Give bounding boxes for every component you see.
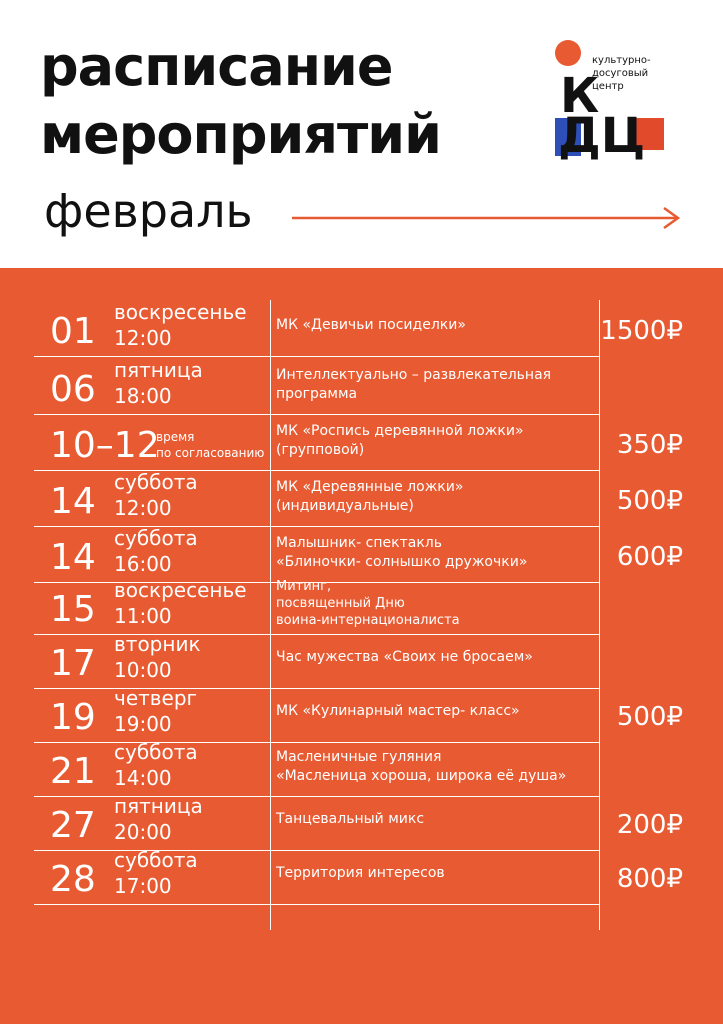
table-row [0, 794, 723, 848]
event-day: 27 [50, 805, 96, 846]
event-title-line: «Масленица хороша, широка её душа» [276, 768, 567, 784]
event-price: 350₽ [616, 430, 683, 460]
event-weekday: суббота [114, 470, 198, 494]
row-divider [34, 356, 599, 357]
svg-text:ДЦ: ДЦ [558, 108, 646, 160]
table-row [0, 740, 723, 794]
event-price: 500₽ [616, 702, 683, 732]
event-title [276, 748, 566, 786]
event-title-line: программа [276, 386, 358, 402]
event-title [276, 648, 533, 667]
event-time: 14:00 [114, 766, 172, 790]
event-weekday: воскресенье [114, 300, 247, 324]
event-price: 1500₽ [600, 316, 683, 346]
logo-caption-line1: культурно- [592, 55, 651, 66]
event-title-line: воина-интернационалиста [276, 613, 460, 628]
table-row [0, 414, 723, 468]
event-day: 17 [50, 643, 96, 684]
event-title-line: МК «Кулинарный мастер- класс» [276, 703, 520, 719]
event-day: 21 [50, 751, 96, 792]
event-day: 06 [50, 369, 96, 410]
event-title [276, 366, 551, 404]
header [0, 0, 723, 268]
event-title-line: Час мужества «Своих не бросаем» [276, 649, 533, 665]
event-weekday: вторник [114, 632, 201, 656]
event-day: 01 [50, 311, 96, 352]
event-title-line: МК «Девичьи посиделки» [276, 317, 466, 333]
event-title-line: Интеллектуально – развлекательная [276, 367, 552, 383]
table-row [0, 632, 723, 686]
event-title-line: Территория интересов [276, 865, 445, 881]
event-title-line: Масленичные гуляния [276, 749, 442, 765]
event-title-line: (групповой) [276, 442, 365, 458]
table-row [0, 848, 723, 902]
row-divider [34, 904, 599, 905]
event-time: 16:00 [114, 552, 172, 576]
event-title-line: Митинг, [276, 579, 332, 594]
event-title-line: (индивидуальные) [276, 498, 414, 514]
logo-caption-line3: центр [592, 81, 624, 92]
event-title [276, 810, 424, 829]
event-price: 600₽ [616, 542, 683, 572]
event-weekday: время [156, 430, 195, 444]
table-row [0, 526, 723, 580]
event-day: 28 [50, 859, 96, 900]
table-row [0, 686, 723, 740]
svg-text:К: К [560, 68, 600, 124]
event-title-line: МК «Роспись деревянной ложки» [276, 423, 524, 439]
table-row [0, 578, 723, 632]
event-title [276, 578, 460, 629]
event-day: 14 [50, 481, 96, 522]
event-weekday: воскресенье [114, 578, 247, 602]
event-weekday: четверг [114, 686, 198, 710]
event-title [276, 316, 466, 335]
event-title [276, 422, 524, 460]
event-time: 10:00 [114, 658, 172, 682]
arrow-right-icon [292, 206, 682, 230]
table-row [0, 470, 723, 524]
event-time: 12:00 [114, 496, 172, 520]
event-title-line: Танцевальный микс [276, 811, 425, 827]
event-title [276, 534, 527, 572]
event-title [276, 864, 445, 883]
event-time: по согласованию [156, 446, 265, 460]
event-day: 14 [50, 537, 96, 578]
page-title-line1: расписание [40, 35, 393, 98]
logo-caption-line2: досуговый [592, 68, 649, 79]
page-title-line2: мероприятий [40, 103, 441, 166]
table-row [0, 300, 723, 354]
event-day: 15 [50, 589, 96, 630]
event-time: 11:00 [114, 604, 172, 628]
event-weekday: суббота [114, 526, 198, 550]
event-title [276, 702, 520, 721]
event-weekday: суббота [114, 740, 198, 764]
event-title [276, 478, 463, 516]
event-time: 17:00 [114, 874, 172, 898]
month-label: февраль [44, 184, 253, 238]
event-weekday: пятница [114, 794, 203, 818]
table-row [0, 358, 723, 412]
event-title-line: «Блиночки- солнышко дружочки» [276, 554, 528, 570]
event-time: 12:00 [114, 326, 172, 350]
event-weekday: суббота [114, 848, 198, 872]
event-weekday: пятница [114, 358, 203, 382]
event-title-line: посвященный Дню [276, 596, 405, 611]
event-price: 800₽ [616, 864, 683, 894]
event-time: 18:00 [114, 384, 172, 408]
logo-caption [592, 54, 651, 93]
event-day: 10–12 [50, 425, 160, 466]
event-price: 500₽ [616, 486, 683, 516]
event-price: 200₽ [616, 810, 683, 840]
event-time: 19:00 [114, 712, 172, 736]
event-title-line: Малышник- спектакль [276, 535, 442, 551]
event-time: 20:00 [114, 820, 172, 844]
event-title-line: МК «Деревянные ложки» [276, 479, 464, 495]
event-day: 19 [50, 697, 96, 738]
